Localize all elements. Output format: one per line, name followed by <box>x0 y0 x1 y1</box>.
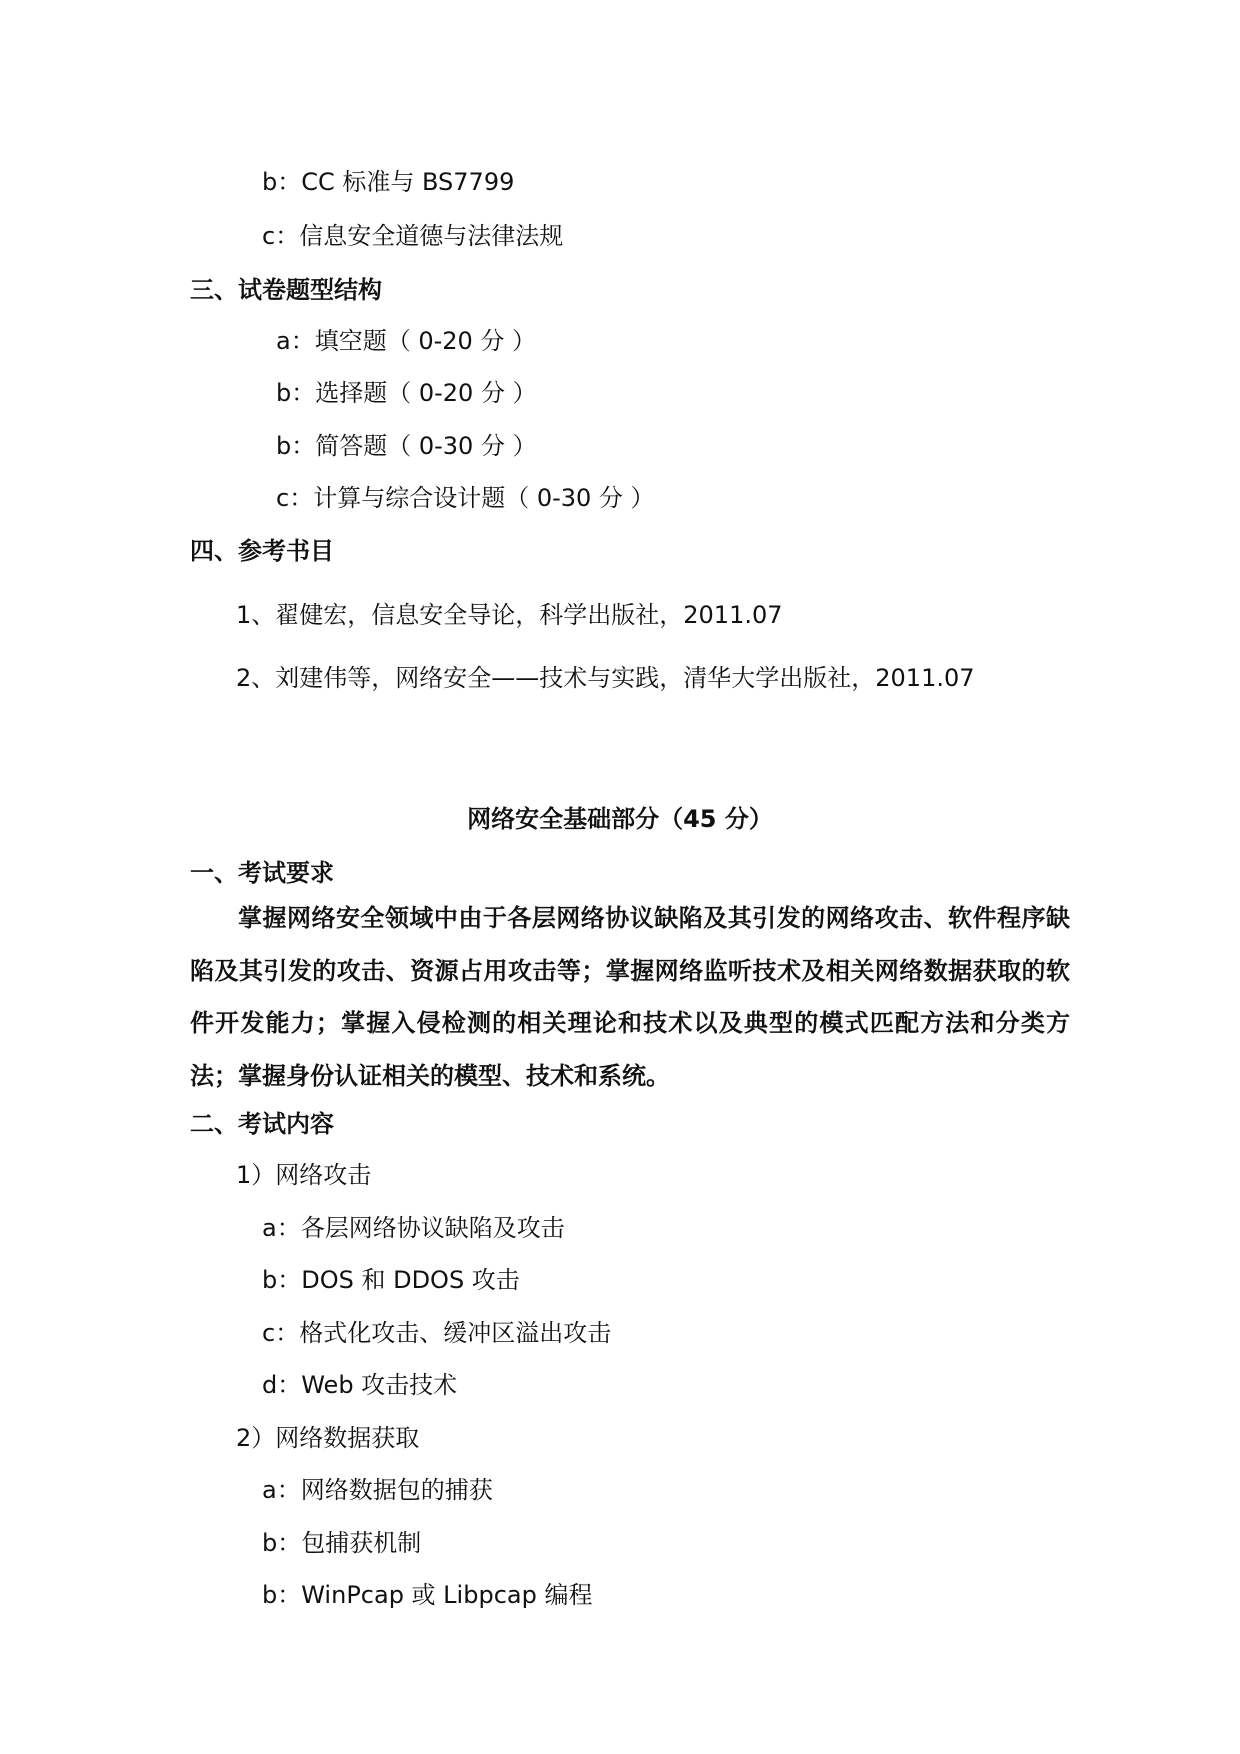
requirements-paragraph: 掌握网络安全领域中由于各层网络协议缺陷及其引发的网络攻击、软件程序缺陷及其引发的攻击、资源占用攻击等；掌握网络监听技术及相关网络数据获取的软件开发能力；掌握入侵检测的相关理论和技术以及典型的模式匹配方法和分类方法；掌握身份认证相关的模型、技术和系统。 <box>190 904 1070 1091</box>
list-item-winpcap-libpcap: b：WinPcap 或 Libpcap 编程 <box>262 1581 593 1609</box>
group-title-network-attack: 1）网络攻击 <box>236 1161 372 1189</box>
list-item-short-answer: b：简答题（ 0-30 分 ） <box>276 432 537 460</box>
list-item-ethics-law: c：信息安全道德与法律法规 <box>262 222 564 250</box>
reference-item-1: 1、翟健宏，信息安全导论，科学出版社，2011.07 <box>236 601 783 629</box>
section-heading-exam-content: 二、考试内容 <box>190 1110 334 1138</box>
list-item-calc-design: c：计算与综合设计题（ 0-30 分 ） <box>276 484 655 512</box>
list-item-cc-standard: b：CC 标准与 BS7799 <box>262 168 515 196</box>
list-item-fill-blank: a：填空题（ 0-20 分 ） <box>276 327 537 355</box>
section-heading-exam-requirements: 一、考试要求 <box>190 859 334 887</box>
list-item-web-attack: d：Web 攻击技术 <box>262 1371 458 1399</box>
list-item-dos-ddos: b：DOS 和 DDOS 攻击 <box>262 1266 520 1294</box>
list-item-capture-mechanism: b：包捕获机制 <box>262 1529 422 1557</box>
list-item-packet-capture: a：网络数据包的捕获 <box>262 1476 493 1504</box>
part-title-network-security: 网络安全基础部分（45 分） <box>467 805 773 833</box>
reference-item-2: 2、刘建伟等，网络安全——技术与实践，清华大学出版社，2011.07 <box>236 664 975 692</box>
group-title-data-capture: 2）网络数据获取 <box>236 1424 420 1452</box>
section-heading-references: 四、参考书目 <box>190 537 334 565</box>
list-item-format-overflow: c：格式化攻击、缓冲区溢出攻击 <box>262 1319 612 1347</box>
list-item-protocol-flaws: a：各层网络协议缺陷及攻击 <box>262 1214 565 1242</box>
section-heading-exam-structure: 三、试卷题型结构 <box>190 276 382 304</box>
list-item-choice: b：选择题（ 0-20 分 ） <box>276 379 537 407</box>
